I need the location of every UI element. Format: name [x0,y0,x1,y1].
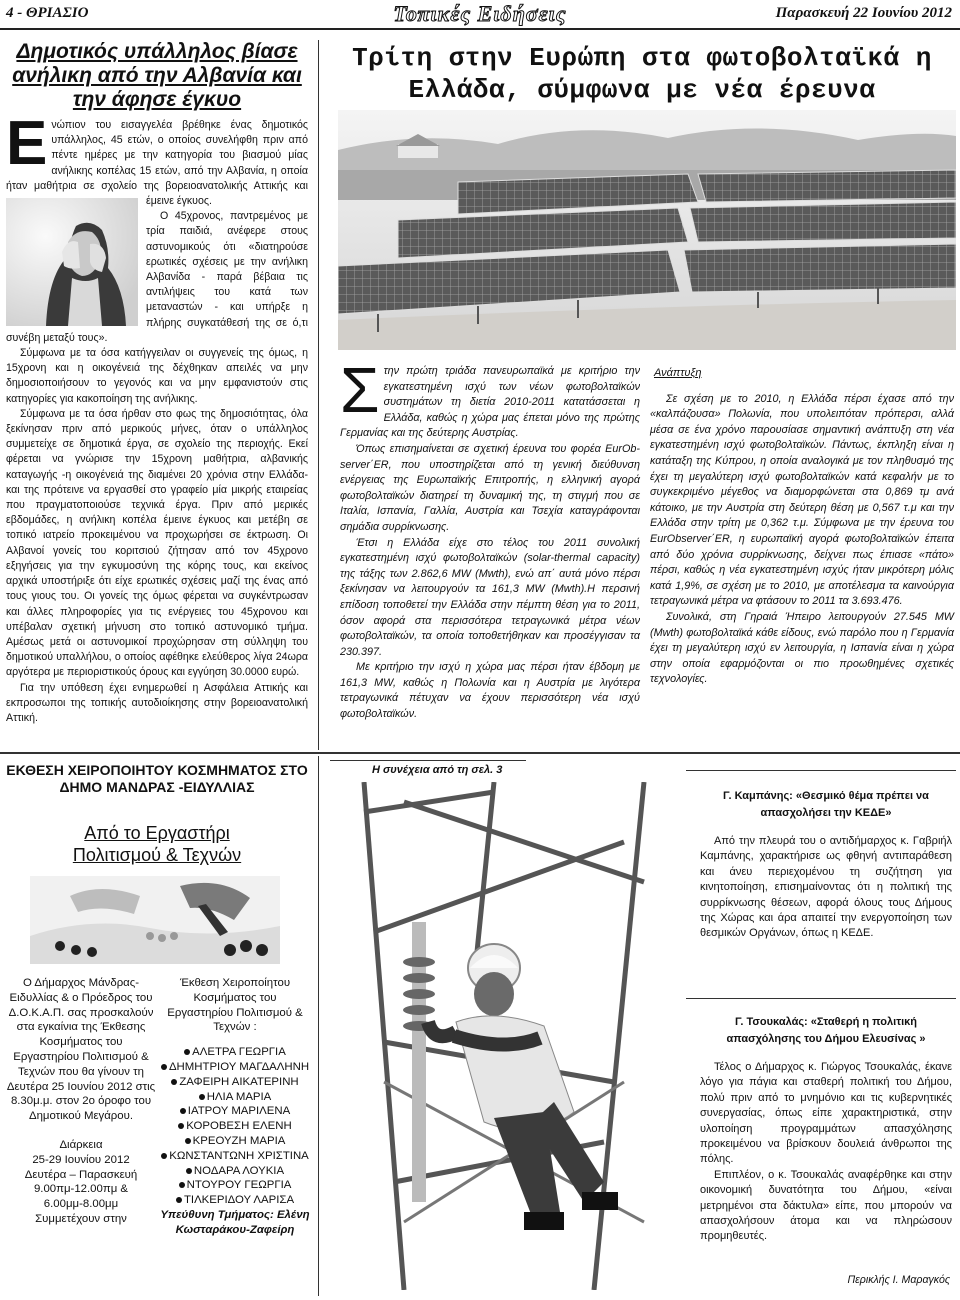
exhibit-title: ΕΚΘΕΣΗ ΧΕΙΡΟΠΟΙΗΤΟΥ ΚΟΣΜΗΜΑΤΟΣ ΣΤΟ ΔΗΜΟ ΜΑΝΔΡΑΣ -ΕΙΔΥΛΛΙΑΣ [6,762,308,795]
crime-paragraph-4: Σύμφωνα με τα όσα ήρθαν στο φως της δημοσιότητας, όλα ξεκίνησαν πριν από μερικούς μήνες, όταν ο υπάλληλος συμμετείχε σε δημοτικά έργα, σε σχολείο της περιοχής. Εκεί φέρεται να γνώρισε την 15χρονη μαθήτρια, αλβανικής καταγωγής -η οικογένειά της διαμένει 20 χρόνια στην Ελλάδα- και της πρότεινε να εργασθεί στο γραφείο μία μικρής εταιρείας που πραγματοποιούσε τεχνικά έργα. Πριν από μερικές εβδομάδες, η ανήλικη κοπέλα έμεινε έγκυος και μετέβη σε τοπικό ιατρείο προκειμένου να προχωρήσει σε έκτρωση. Οι Αλβανοί γονείς του κοριτσιού ζήτησαν από τον 45χρονο εξηγήσεις για την εγκυμοσύνη της κόρης τους, και εκείνος αρχικά υποστήριξε ότι είχε ερωτικές σχέσεις μαζί της ένας από τους γιους του. Οι γονείς της όμως φέρεται να συγκέντρωσαν και άλλες πληροφορίες για τις ενέργειες του 45χρονου και υπέβαλαν σχετική μήνυση στο τοπικό αστυνομικό τμήμα. Αμέσως μετά οι αστυνομικοί προχώρησαν στη σύλληψη του δημοτικού υπαλλήλου, ο οποίος αφέθηκε ελεύθερος λίγα 24ωρα αργότερα με περιοριστικούς όρους και εγγύηση 30.0000 ευρώ. [6,407,308,679]
hours-2: 6.00μμ-8.00μμ [43,1198,119,1211]
solar-paragraph-6: Συνολικά, στη Γηραιά Ήπειρο λειτουργούν 27.545 MW (Mwth) φωτοβολταϊκά κάθε είδους, ενώ παρόλο που η Γερμανία έχει τη μεγαλύτερη ισχύ εν λειτουργία, η Ισπανία είναι η χώρα στην οποία εφαρμόζονται οι πιο προωθημένες σχετικές τεχνολογίες. [650,610,954,686]
bullet-icon [179,1182,185,1188]
bullet-icon [161,1064,167,1070]
solar-paragraph-2: Όπως επισημαίνεται σε σχετική έρευνα του φορέα EurOb-server΄ER, που υποστηρίζεται από τη γενική διεύθυνση ενέργειας της Ευρωπαϊκής Επιτροπής, η ελληνική αγορά φωτοβολταϊκών διατηρεί τη δυναμική της, τη στιγμή που σε Ιταλία, Ισπανία, Γαλλία, Αυστρία και Τσεχία καταγράφονται σημάδια συρρίκνωσης. [340,442,640,533]
bullet-icon [161,1153,167,1159]
participant: ΑΛΕΤΡΑ ΓΕΩΡΓΙΑ [160,1045,310,1060]
section-divider [0,752,960,754]
tsoukalas-rule [686,998,956,999]
crime-paragraph-2: Ο 45χρονος, παντρεμένος με τρία παιδιά, ανέφερε στους αστυνομικούς ότι «διατηρούσε ερωτικές σχέσεις με την ανήλικη Αλβανίδα - παρά βέβαια τις αντιλήψεις του κατά των μεταναστών - και υπήρξε η πλήρης συγκατάθεσή της σε ό,τι συνέβη μεταξύ τους». [6,210,308,344]
participant: ΔΗΜΗΤΡΙΟΥ ΜΑΓΔΑΛΗΝΗ [160,1060,310,1075]
bullet-icon [176,1197,182,1203]
column-divider [318,40,319,750]
tsoukalas-paragraph-2: Επιπλέον, ο κ. Τσουκαλάς αναφέρθηκε και στην οικονομική δυνατότητα του Δήμου, «είναι μετρημένοι στα δάκτυλα» είπε, που μπορούν να απασχολήσουν άτομα και να πληρώσουν προμηθευτές. [700,1168,952,1243]
duration-dates: 25-29 Ιουνίου 2012 [32,1153,130,1166]
participant: ΚΟΡΟΒΕΣΗ ΕΛΕΝΗ [160,1119,310,1134]
tsoukalas-paragraph-1: Τέλος ο Δήμαρχος κ. Γιώργος Τσουκαλάς, έκανε λόγο για πάγια και σταθερή πολιτική του Δήμου, πολύ πριν από το μνημόνιο και τις κυβερνητικές συνεργασίας, όπως είπε χαρακτηριστικά, στην υλοποίηση προγραμμάτων απασχόλησης προκειμένου να βρίσκουν δουλειά άνθρωποι της πόλης. [700,1061,952,1166]
department-head: Υπεύθυνη Τμήματος: Ελένη Κωσταράκου-Ζαφείρη [160,1208,310,1236]
participant: ΝΟΔΑΡΑ ΛΟΥΚΙΑ [160,1164,310,1179]
exhibit-subtitle [6,822,308,866]
bullet-icon [184,1049,190,1055]
kampanis-title: Γ. Καμπάνης: «Θεσμικό θέμα πρέπει να απασχολήσει την ΚΕΔΕ» [723,790,929,819]
section-title: Τοπικές Ειδήσεις [393,1,567,26]
tsoukalas-title: Γ. Τσουκαλάς: «Σταθερή η πολιτική απασχόλησης του Δήμου Ελευσίνας » [726,1016,926,1045]
tsoukalas-text [700,1060,952,1245]
participant-list [160,1045,310,1208]
solar-paragraph-5: Σε σχέση με το 2010, η Ελλάδα πέρσι έχασε από την «καλπάζουσα» Πολωνία, που υπολειπόταν πρόπερσι, αλλά μέσα σε ένα χρόνο παρουσίασε σημαντική ανάπτυξη στη νέα εγκατεστημένη ισχύ φωτοβολταϊκών. Πάντως, έκπληξη είναι η κατάταξη της Κύπρου, η οποία αναλογικά με τον πληθυσμό της έχει τη μεγαλύτερη ισχύ φωτοβολταϊκών κατά κεφαλήν με το συγκεκριμένο μέγεθος να διαμορφώνεται στα 0,869 τμ ανά κάτοικο, με την Αυστρία στη δεύτερη θέση με 0,567 τ.μ και την Ελλάδα στην τρίτη με 0,362 τ.μ. Σύμφωνα με την έρευνα του EurObserver΄ER, η ευρωπαϊκή αγορά φωτοβολταϊκών έπειτα από δύο χρόνια συρρίκνωσης, δείχνει πως έπιασε «πάτο» πέρσι, καθώς η νέα εγκατεστημένη ισχύς ήταν μικρότερη μόλις κατά 1,9%, σε σχέση με το 2010, με αποτέλεσμα τα καινούργια τετραγωνικά μέτρα να φτάσουν το 2011 τα 3.693.476. [650,392,954,608]
issue-date: Παρασκευή 22 Ιουνίου 2012 [775,5,952,21]
kampanis-rule [686,770,956,771]
exhibit-subtitle-line-1: Από το Εργαστήρι [84,823,230,843]
dropcap: Ε [6,109,48,178]
solar-paragraph-4: Με κριτήριο την ισχύ η χώρα μας πέρσι ήταν έβδομη με 161,3 MW, καθώς η Πολωνία και η Αυστρία με λιγότερα τετραγωνικά πέτυχαν να έχουν περισσότερη νέα ισχύ φωτοβολταϊκών. [340,661,640,721]
hours-1: 9.00πμ-12.00πμ & [33,1183,129,1196]
participants-intro: Έκθεση Χειροποίητου Κοσμήματος του Εργαστηρίου Πολιτισμού & Τεχνών : [167,977,303,1034]
kampanis-text: Από την πλευρά του ο αντιδήμαρχος κ. Γαβριήλ Καμπάνης, χαρακτήρισε ως φθηνή αντιπαράθεση και άνευ περιεχομένου τη συζήτηση για κινητοποίηση, επισημαίνοντας ότι η πολιτική της συρρίκνωσης θέσεων, αφορά όλους τους Δήμους της Χώρας και άρα απαιτεί την ενεργοποίηση των θεσμικών Οργάνων, όπως η ΚΕΔΕ. [700,835,952,940]
crime-paragraph-3: Σύμφωνα με τα όσα κατήγγειλαν οι συγγενείς της όμως, η 15χρονη και η οικογένειά της δέχθηκαν απειλές να μην δημοσιοποιήσουν το γεγονός και να μην εμφανιστούν στις κατηγορίες για κακοποίηση της ανήλικης. [6,347,308,405]
bullet-icon [199,1094,205,1100]
continuation-rule [330,760,526,761]
bullet-icon [178,1123,184,1129]
solar-paragraph-1: την πρώτη τριάδα πανευρωπαϊκά με κριτήριο την εγκατεστημένη ισχύ των νέων φωτοβολταϊκών συστημάτων τη διετία 2010-2011 κατατάσσεται η Ελλάδα, καθώς η χώρα μας έπεται μόνο της πρώτης Γερμανίας και της δεύτερης Αυστρίας. [340,365,640,440]
duration-label: Διάρκεια [59,1138,103,1151]
solar-panels-photo [338,110,956,350]
electrician-photo [344,782,676,1290]
bullet-icon [171,1079,177,1085]
continuation-note: Η συνέχεια από τη σελ. 3 [372,764,503,776]
page-header [0,0,960,30]
author-signature: Περικλής Ι. Μαραγκός [847,1274,950,1286]
jewelry-craft-photo [30,876,280,964]
participant: ΚΩΝΣΤΑΝΤΩΝΗ ΧΡΙΣΤΙΝΑ [160,1149,310,1164]
duration-days: Δευτέρα – Παρασκευή [24,1168,138,1181]
participant: ΝΤΟΥΡΟΥ ΓΕΩΡΓΙΑ [160,1178,310,1193]
participant: ΤΙΛΚΕΡΙΔΟΥ ΛΑΡΙΣΑ [160,1193,310,1208]
exhibit-invitation [6,976,156,1227]
solar-column-1 [340,354,640,723]
solar-dropcap: Σ [340,354,380,426]
bullet-icon [186,1168,192,1174]
crime-article [6,40,308,726]
solar-paragraph-3: Έτσι η Ελλάδα είχε στο τέλος του 2011 συνολική εγκατεστημένη ισχύ φωτοβολταϊκών (solar-thermal capacity) της τάξης των 2.862,6 MW (Mwth), ενώ απ΄ αυτά μόνο πέρσι ξεκίνησαν να λειτουργούν τα 161,3 MW (Mwth).Η περσινή επίδοση τοποθετεί την Ελλάδα στην πέμπτη θέση για το 2011, όσον αφορά στα περισσότερα τετραγωνικά μέτρα νέων φωτοβολταϊκών, τα οποία τοποθετήθηκαν και προσέγγισαν τα 230.397. [340,536,640,658]
crime-article-title: Δημοτικός υπάλληλος βίασε ανήλικη από την Αλβανία και την άφησε έγκυο [12,40,302,111]
crime-article-body [6,109,308,726]
bullet-icon [180,1108,186,1114]
invitation-text: Ο Δήμαρχος Μάνδρας-Ειδυλλίας & ο Πρόεδρος του Δ.Ο.Κ.Α.Π. σας προσκαλούν στα εγκαίνια της Έκθεσης Κοσμήματος του Εργαστηρίου Πολιτισμού & Τεχνών που θα γίνουν τη Δευτέρα 25 Ιουνίου 2012 στις 8.30μ.μ. στον 2ο όροφο του Δημοτικού Μεγάρου. [6,977,156,1123]
participant: ΙΑΤΡΟΥ ΜΑΡΙΛΕΝΑ [160,1104,310,1119]
exhibit-participants [160,976,310,1238]
participant: ΗΛΙΑ ΜΑΡΙΑ [160,1090,310,1105]
exhibit-divider [318,756,319,1296]
crime-paragraph-1: νώπιον του εισαγγελέα βρέθηκε ένας δημοτικός υπάλληλος, 45 ετών, ο οποίος συνελήφθη πριν από πέντε ημέρες με την κατηγορία του βιασμού μίας ανήλικης κοπέλας 15 ετών, από την Αλβανία, η οποία ήταν μαθήτρια σε σχολείο της βορειοανατολικής Αττικής και έμεινε έγκυος. [6,119,308,208]
solar-article-title: Τρίτη στην Ευρώπη στα φωτοβολταϊκά η Ελλάδα, σύμφωνα με νέα έρευνα [352,43,932,105]
page-label: 4 - ΘΡΙΑΣΙΟ [6,5,89,21]
participants-label: Συμμετέχουν στην [35,1212,127,1225]
girl-photo [6,198,138,326]
participant: ΖΑΦΕΙΡΗ ΑΙΚΑΤΕΡΙΝΗ [160,1075,310,1090]
bullet-icon [185,1138,191,1144]
solar-subheading: Ανάπτυξη [654,367,702,379]
exhibit-subtitle-line-2: Πολιτισμού & Τεχνών [72,845,242,865]
crime-paragraph-5: Για την υπόθεση έχει ενημερωθεί η Ασφάλεια Αττικής και εκπροσωποι της τοπικής αυτοδιοίκησης στην βορειοανατολική Αττική. [6,681,308,724]
solar-column-2 [650,366,954,688]
participant: ΚΡΕΟΥΖΗ ΜΑΡΙΑ [160,1134,310,1149]
